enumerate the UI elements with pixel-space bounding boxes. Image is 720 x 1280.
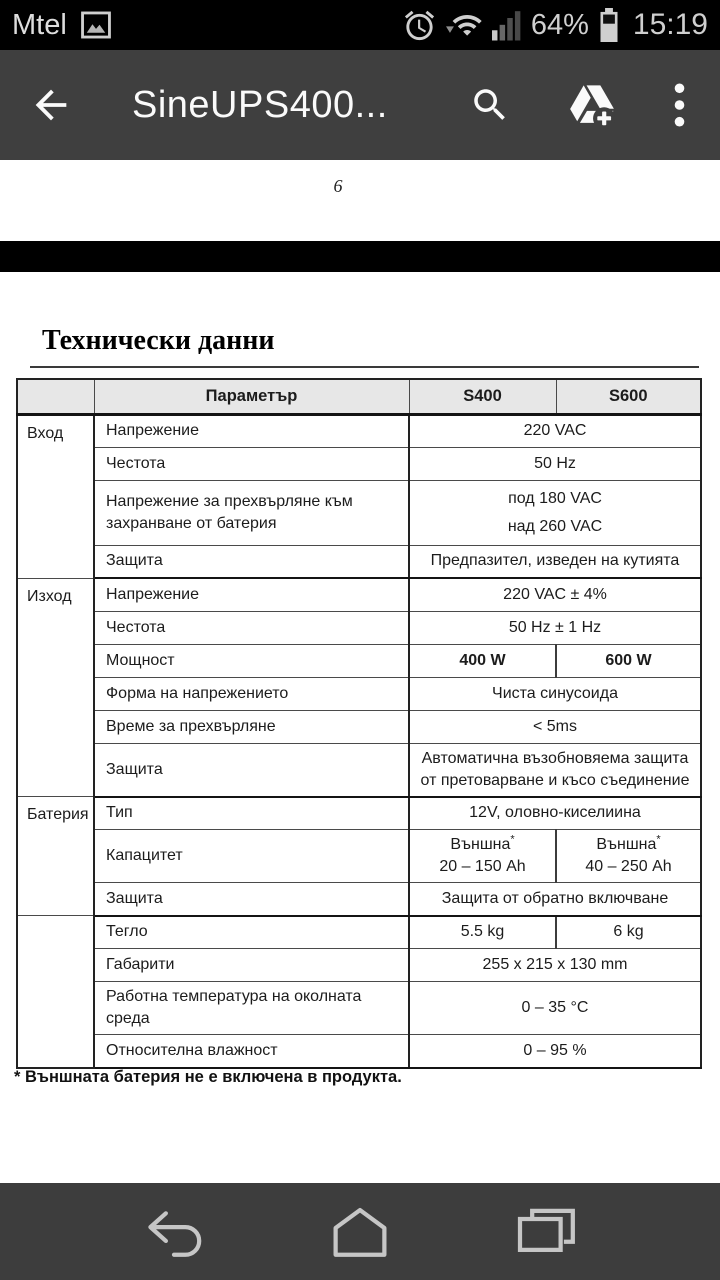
param-cell: Честота — [94, 611, 409, 644]
pdf-page-area[interactable] — [0, 160, 720, 1183]
value-cell: Автоматична възобновяема защита от претоварване и късо съединение — [409, 743, 701, 797]
param-cell: Честота — [94, 447, 409, 480]
value-cell: 0 – 35 °C — [409, 982, 701, 1035]
value-cell: 0 – 95 % — [409, 1035, 701, 1068]
clock: 15:19 — [632, 8, 708, 41]
table-row — [17, 677, 701, 710]
nav-home-button[interactable] — [324, 1202, 396, 1262]
table-row — [17, 710, 701, 743]
wifi-icon — [446, 8, 483, 42]
back-button[interactable] — [28, 82, 74, 128]
search-button[interactable] — [469, 84, 511, 126]
value-cell: Чиста синусоида — [409, 677, 701, 710]
table-row — [17, 644, 701, 677]
table-row — [17, 830, 701, 883]
header-s400-cell: S400 — [409, 379, 556, 414]
value-cell: 12V, оловно-киселиина — [409, 797, 701, 830]
search-icon — [469, 84, 511, 126]
nav-home-icon — [327, 1206, 393, 1258]
status-right — [402, 8, 708, 43]
value-cell: Предпазител, изведен на кутията — [409, 545, 701, 578]
param-cell: Работна температура на околната среда — [94, 982, 409, 1035]
back-icon — [28, 82, 74, 128]
param-cell: Тегло — [94, 916, 409, 949]
heading-rule — [30, 366, 699, 368]
overflow-menu-button[interactable] — [673, 82, 686, 128]
group-label-cell: Изход — [17, 578, 94, 797]
table-header-row — [17, 379, 701, 414]
status-left — [12, 8, 113, 42]
nav-recents-icon — [513, 1206, 579, 1258]
value-cell: 50 Hz — [409, 447, 701, 480]
spec-table — [16, 378, 702, 1069]
table-row — [17, 480, 701, 545]
param-cell: Относителна влажност — [94, 1035, 409, 1068]
param-cell: Напрежение — [94, 578, 409, 611]
page-number: 6 — [333, 176, 343, 196]
section-heading: Технически данни — [42, 325, 275, 356]
header-param-cell: Параметър — [94, 379, 409, 414]
navigation-bar — [0, 1183, 720, 1280]
status-bar — [0, 0, 720, 50]
value-cell-s600: 600 W — [556, 644, 701, 677]
value-cell: 255 x 215 x 130 mm — [409, 949, 701, 982]
carrier-label: Mtel — [12, 8, 67, 41]
nav-recents-button[interactable] — [510, 1202, 582, 1262]
header-s600-cell: S600 — [556, 379, 701, 414]
value-cell: под 180 VAC над 260 VAC — [409, 480, 701, 545]
app-toolbar — [0, 50, 720, 160]
table-row — [17, 743, 701, 797]
param-cell: Мощност — [94, 644, 409, 677]
page-gap — [0, 241, 720, 272]
table-row — [17, 447, 701, 480]
value-cell: 220 VAC — [409, 414, 701, 447]
signal-strength-icon — [492, 10, 522, 41]
battery-percent: 64% — [530, 8, 589, 41]
param-cell: Време за прехвърляне — [94, 710, 409, 743]
value-cell-s400: 5.5 kg — [409, 916, 556, 949]
toolbar-actions — [469, 80, 700, 130]
param-cell: Форма на напрежението — [94, 677, 409, 710]
group-label-cell — [17, 916, 94, 1068]
header-empty-cell — [17, 379, 94, 414]
battery-icon — [598, 8, 620, 42]
value-cell-s400: 400 W — [409, 644, 556, 677]
spec-table-body — [17, 414, 701, 1068]
param-cell: Габарити — [94, 949, 409, 982]
add-to-drive-button[interactable] — [567, 80, 617, 130]
table-row — [17, 916, 701, 949]
photo-notification-icon — [79, 8, 113, 42]
value-cell: < 5ms — [409, 710, 701, 743]
table-row — [17, 883, 701, 916]
value-cell-s400: Външна* 20 – 150 Ah — [409, 830, 556, 883]
table-row — [17, 949, 701, 982]
table-row — [17, 1035, 701, 1068]
nav-back-button[interactable] — [138, 1202, 210, 1262]
param-cell: Тип — [94, 797, 409, 830]
document-title: SineUPS400... — [132, 83, 388, 126]
value-cell-s600: Външна* 40 – 250 Ah — [556, 830, 701, 883]
group-label-cell: Батерия — [17, 797, 94, 916]
param-cell: Защита — [94, 883, 409, 916]
footnote: * Външната батерия не е включена в продукта. — [14, 1068, 402, 1086]
table-row — [17, 414, 701, 447]
table-row — [17, 545, 701, 578]
value-cell-s600: 6 kg — [556, 916, 701, 949]
table-row — [17, 578, 701, 611]
group-label-cell: Вход — [17, 414, 94, 578]
param-cell: Защита — [94, 743, 409, 797]
value-cell: 220 VAC ± 4% — [409, 578, 701, 611]
table-row — [17, 611, 701, 644]
table-row — [17, 797, 701, 830]
table-row — [17, 982, 701, 1035]
value-cell: Защита от обратно включване — [409, 883, 701, 916]
nav-back-icon — [141, 1206, 207, 1258]
param-cell: Напрежение — [94, 414, 409, 447]
param-cell: Напрежение за прехвърляне към захранване от батерия — [94, 480, 409, 545]
overflow-menu-icon — [673, 82, 686, 128]
param-cell: Защита — [94, 545, 409, 578]
add-to-drive-icon — [567, 80, 617, 130]
param-cell: Капацитет — [94, 830, 409, 883]
value-cell: 50 Hz ± 1 Hz — [409, 611, 701, 644]
alarm-icon — [402, 8, 437, 43]
